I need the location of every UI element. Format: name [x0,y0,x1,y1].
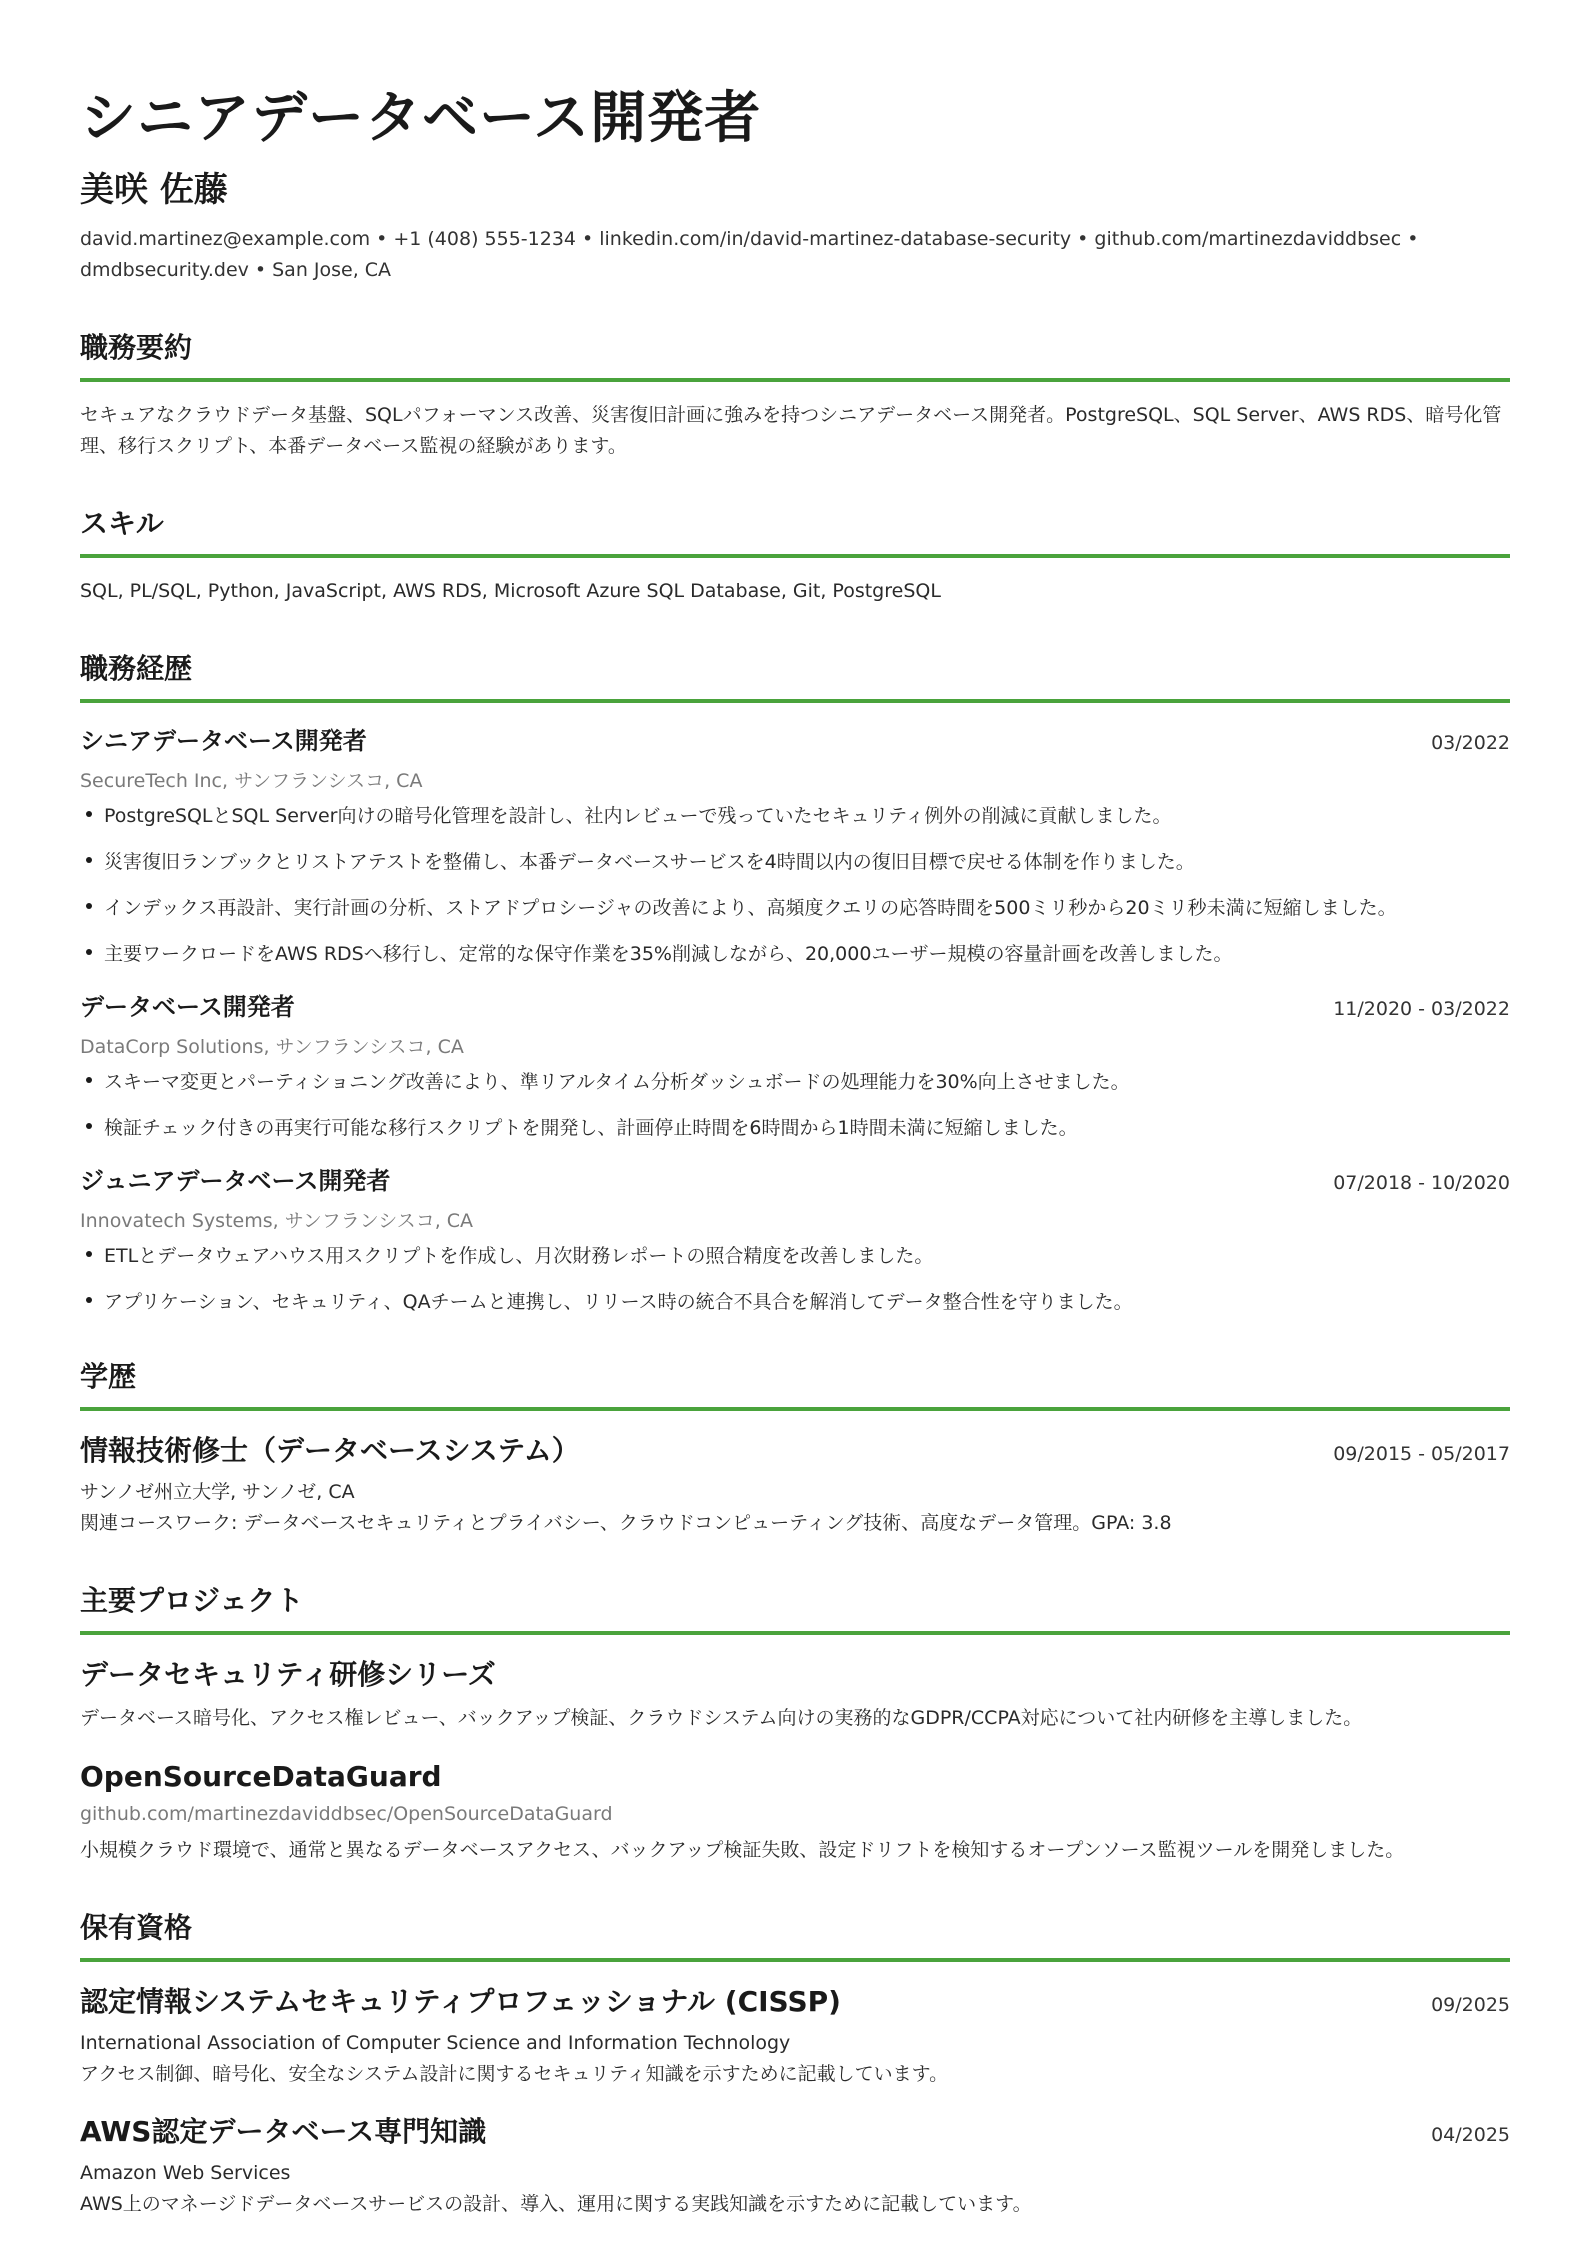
candidate-name: 美咲 佐藤 [80,169,228,210]
list-item [80,1069,1510,1095]
education-section [80,1355,1510,1539]
degree-title: 情報技術修士（データベースシステム） [80,1434,580,1468]
bullet-icon [86,949,92,955]
skills-text: SQL, PL/SQL, Python, JavaScript, AWS RDS, Microsoft Azure SQL Database, Git, PostgreSQL [80,580,941,603]
list-item [80,849,1510,875]
contact-website[interactable]: dmdbsecurity.dev [80,259,249,282]
bullet-text: インデックス再設計、実行計画の分析、ストアドプロシージャの改善により、高頻度クエリの応答時間を500ミリ秒から20ミリ秒未満に短縮しました。 [104,897,1397,920]
list-item [80,1243,1510,1269]
separator: • [1407,228,1419,251]
separator: • [254,259,267,282]
job-bullets [80,803,1510,967]
job-date: 03/2022 [1431,732,1510,755]
experience-section [80,647,1510,1315]
certification-entry [80,1980,1510,2090]
project-link[interactable]: github.com/martinezdaviddbsec/OpenSourceDataGuard [80,1803,613,1826]
section-heading: 保有資格 [80,1906,1510,1962]
job-date: 07/2018 - 10/2020 [1333,1172,1510,1195]
resume-title: シニアデータベース開発者 [80,86,762,151]
project-title: OpenSourceDataGuard [80,1760,442,1794]
job-company: SecureTech Inc, サンフランシスコ, CA [80,770,423,793]
job-bullets [80,1069,1510,1141]
list-item [80,895,1510,921]
bullet-icon [86,1123,92,1129]
certification-issuer: International Association of Computer Science and Information Technology [80,2032,791,2055]
certification-date: 09/2025 [1431,1994,1510,2017]
project-description: 小規模クラウド環境で、通常と異なるデータベースアクセス、バックアップ検証失敗、設定ドリフトを検知するオープンソース監視ツールを開発しました。 [80,1839,1405,1862]
certification-title: AWS認定データベース専門知識 [80,2115,487,2149]
bullet-icon [86,903,92,909]
certification-description: AWS上のマネージドデータベースサービスの設計、導入、運用に関する実践知識を示すために記載しています。 [80,2193,1032,2216]
job-title: データベース開発者 [80,993,295,1022]
bullet-icon [86,857,92,863]
separator: • [582,228,594,251]
contact-email[interactable]: david.martinez@example.com [80,228,371,251]
section-heading: 学歴 [80,1355,1510,1411]
job-company: DataCorp Solutions, サンフランシスコ, CA [80,1036,464,1059]
list-item [80,1115,1510,1141]
project-title: データセキュリティ研修シリーズ [80,1658,496,1692]
section-heading: 職務要約 [80,326,1510,382]
summary-text: セキュアなクラウドデータ基盤、SQLパフォーマンス改善、災害復旧計画に強みを持つシニアデータベース開発者。PostgreSQL、SQL Server、AWS RDS、暗号化管理、移行スクリプト、本番データベース監視の経験があります。 [80,404,1502,458]
bullet-text: 主要ワークロードをAWS RDSへ移行し、定常的な保守作業を35%削減しながら、20,000ユーザー規模の容量計画を改善しました。 [104,943,1233,966]
project-entry [80,1760,1510,1866]
projects-section [80,1579,1510,1866]
school-name: サンノゼ州立大学, サンノゼ, CA [80,1481,355,1504]
bullet-text: スキーマ変更とパーティショニング改善により、準リアルタイム分析ダッシュボードの処理能力を30%向上させました。 [104,1071,1130,1094]
bullet-icon [86,811,92,817]
job-bullets [80,1243,1510,1315]
job-title: シニアデータベース開発者 [80,727,367,756]
job-header [80,1161,1510,1196]
contact-github[interactable]: github.com/martinezdaviddbsec [1094,228,1402,251]
project-entry [80,1653,1510,1734]
bullet-text: アプリケーション、セキュリティ、QAチームと連携し、リリース時の統合不具合を解消してデータ整合性を守りました。 [104,1291,1133,1314]
bullet-icon [86,1297,92,1303]
certification-header [80,2110,1510,2150]
education-date: 09/2015 - 05/2017 [1333,1443,1510,1466]
section-heading: 職務経歴 [80,647,1510,703]
certification-issuer: Amazon Web Services [80,2162,291,2185]
bullet-icon [86,1251,92,1257]
certifications-section [80,1906,1510,2220]
skills-section [80,502,1510,607]
certification-title: 認定情報システムセキュリティプロフェッショナル (CISSP) [80,1985,841,2019]
contact-info [80,224,1460,286]
job-header [80,987,1510,1022]
bullet-text: PostgreSQLとSQL Server向けの暗号化管理を設計し、社内レビューで残っていたセキュリティ例外の削減に貢献しました。 [104,805,1172,828]
coursework-text: 関連コースワーク: データベースセキュリティとプライバシー、クラウドコンピューティング技術、高度なデータ管理。GPA: 3.8 [80,1512,1172,1535]
job-company: Innovatech Systems, サンフランシスコ, CA [80,1210,474,1233]
separator: • [1077,228,1089,251]
education-header [80,1429,1510,1469]
bullet-text: 検証チェック付きの再実行可能な移行スクリプトを開発し、計画停止時間を6時間から1時間未満に短縮しました。 [104,1117,1078,1140]
job-entry [80,987,1510,1141]
list-item [80,803,1510,829]
separator: • [376,228,388,251]
job-entry [80,1161,1510,1315]
contact-linkedin[interactable]: linkedin.com/in/david-martinez-database-security [599,228,1072,251]
certification-entry [80,2110,1510,2220]
certification-date: 04/2025 [1431,2124,1510,2147]
bullet-text: ETLとデータウェアハウス用スクリプトを作成し、月次財務レポートの照合精度を改善しました。 [104,1245,934,1268]
job-entry [80,721,1510,967]
certification-header [80,1980,1510,2020]
project-description: データベース暗号化、アクセス権レビュー、バックアップ検証、クラウドシステム向けの実務的なGDPR/CCPA対応について社内研修を主導しました。 [80,1707,1363,1730]
certification-description: アクセス制御、暗号化、安全なシステム設計に関するセキュリティ知識を示すために記載しています。 [80,2063,949,2086]
contact-location: San Jose, CA [272,259,392,282]
section-heading: 主要プロジェクト [80,1579,1510,1635]
bullet-icon [86,1077,92,1083]
summary-section [80,326,1510,462]
job-header [80,721,1510,756]
list-item [80,1289,1510,1315]
section-heading: スキル [80,502,1510,558]
job-date: 11/2020 - 03/2022 [1333,998,1510,1021]
contact-phone[interactable]: +1 (408) 555-1234 [393,228,576,251]
bullet-text: 災害復旧ランブックとリストアテストを整備し、本番データベースサービスを4時間以内の復旧目標で戻せる体制を作りました。 [104,851,1195,874]
list-item [80,941,1510,967]
job-title: ジュニアデータベース開発者 [80,1167,391,1196]
